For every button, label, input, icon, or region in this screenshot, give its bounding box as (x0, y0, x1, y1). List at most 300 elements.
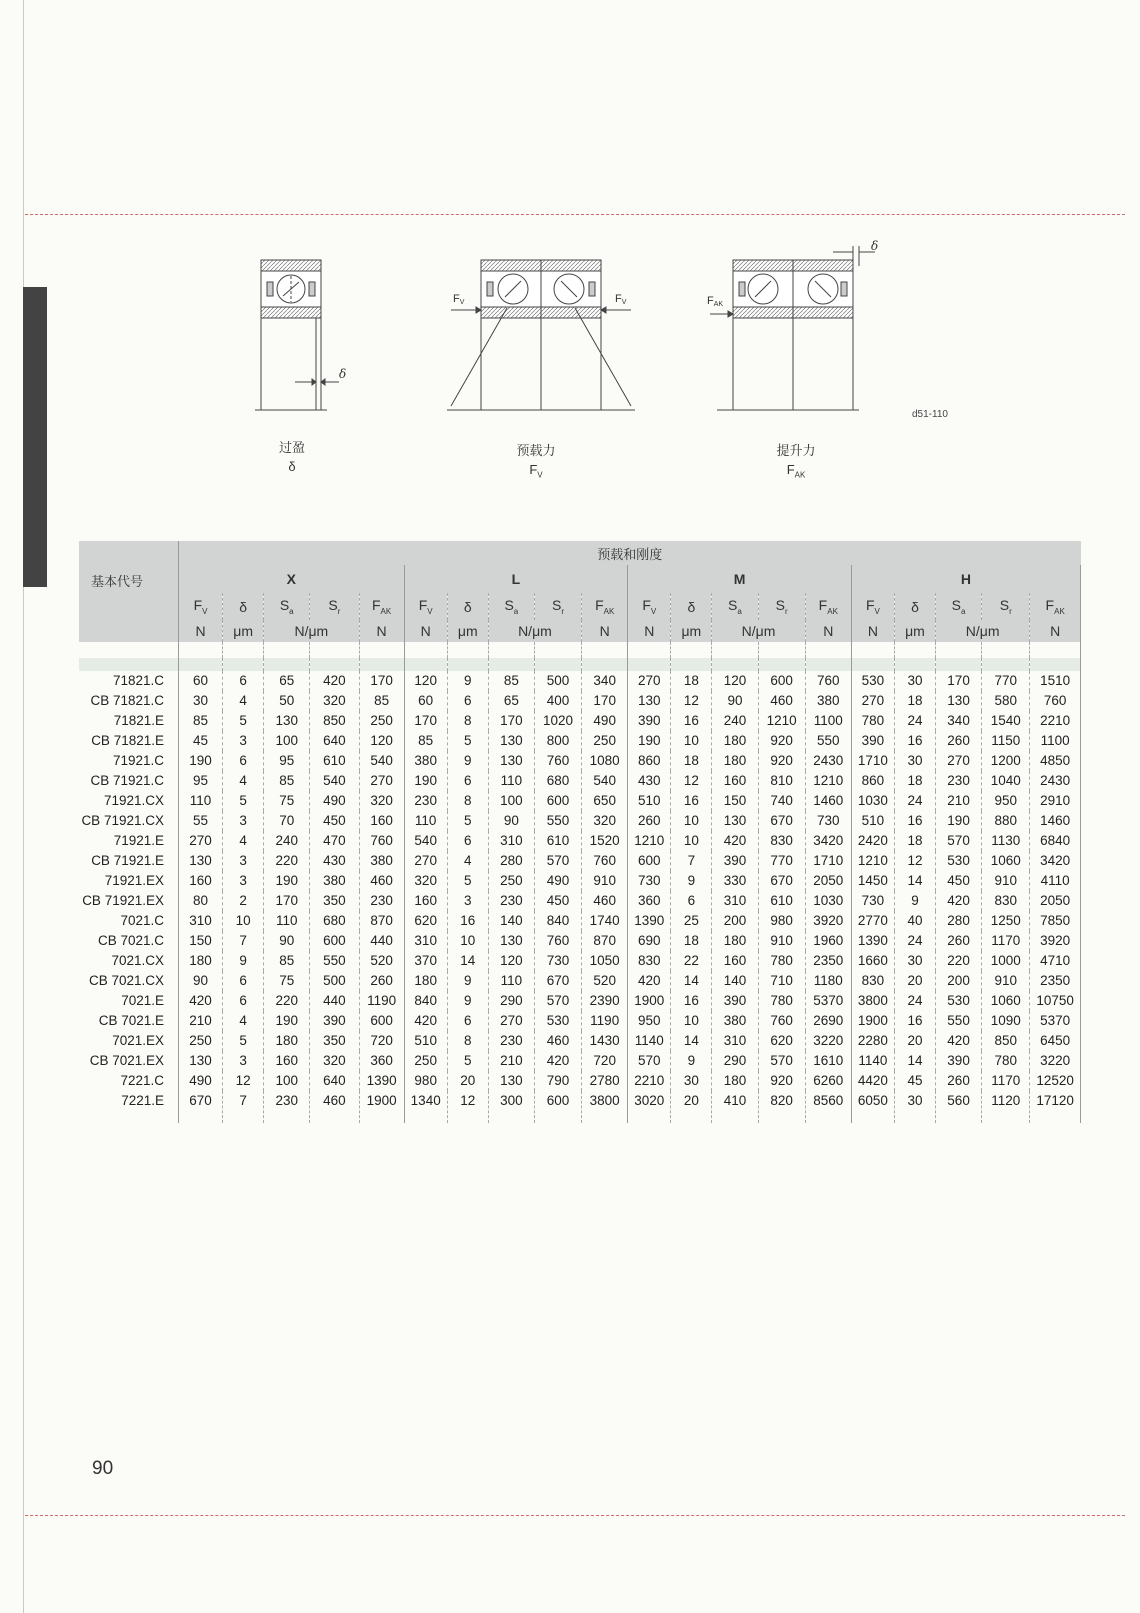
value-cell: 680 (310, 911, 359, 931)
bearing-code-cell: 7221.C (79, 1071, 179, 1091)
value-cell: 1710 (851, 751, 894, 771)
value-cell: 780 (851, 711, 894, 731)
value-cell: 4420 (851, 1071, 894, 1091)
value-cell: 520 (582, 971, 628, 991)
table-row (79, 731, 1081, 751)
unit-label: N (851, 620, 894, 642)
value-cell: 3020 (628, 1091, 671, 1123)
value-cell: 760 (758, 1011, 805, 1031)
value-cell: 670 (758, 871, 805, 891)
value-cell: 3220 (1030, 1051, 1081, 1071)
figure-code: d51-110 (912, 409, 948, 420)
value-cell: 10 (671, 811, 712, 831)
value-cell: 1120 (982, 1091, 1030, 1123)
value-cell: 3920 (1030, 931, 1081, 951)
value-cell: 380 (805, 691, 851, 711)
value-cell: 1210 (851, 851, 894, 871)
page-number: 90 (92, 1458, 114, 1479)
value-cell: 4850 (1030, 751, 1081, 771)
value-cell: 16 (671, 711, 712, 731)
value-cell: 16 (894, 811, 935, 831)
bearing-preload-diagram (255, 238, 975, 488)
value-cell: 230 (359, 891, 404, 911)
value-cell: 1100 (805, 711, 851, 731)
value-cell: 160 (712, 771, 758, 791)
value-cell: 420 (935, 1031, 981, 1051)
value-cell: 160 (404, 891, 447, 911)
value-cell: 120 (488, 951, 534, 971)
value-cell: 1190 (582, 1011, 628, 1031)
value-cell: 570 (758, 1051, 805, 1071)
column-symbol: $F_V$ (179, 593, 223, 620)
value-cell: 170 (404, 711, 447, 731)
value-cell: 9 (447, 991, 488, 1011)
value-cell: 950 (982, 791, 1030, 811)
table-row (79, 751, 1081, 771)
group-header: L (404, 565, 628, 593)
value-cell: 440 (359, 931, 404, 951)
value-cell: 4 (223, 771, 264, 791)
value-cell: 350 (310, 891, 359, 911)
unit-label: N/μm (712, 620, 805, 642)
value-cell: 85 (404, 731, 447, 751)
value-cell: 75 (264, 971, 310, 991)
value-cell: 760 (1030, 691, 1081, 711)
value-cell: 280 (488, 851, 534, 871)
value-cell: 18 (671, 751, 712, 771)
value-cell: 1250 (982, 911, 1030, 931)
value-cell: 3 (447, 891, 488, 911)
value-cell: 210 (488, 1051, 534, 1071)
value-cell: 7850 (1030, 911, 1081, 931)
value-cell: 850 (310, 711, 359, 731)
value-cell: 18 (894, 831, 935, 851)
value-cell: 320 (404, 871, 447, 891)
value-cell: 420 (534, 1051, 581, 1071)
table-row (79, 951, 1081, 971)
value-cell: 420 (712, 831, 758, 851)
value-cell: 3800 (582, 1091, 628, 1123)
value-cell: 6 (223, 751, 264, 771)
value-cell: 1900 (851, 1011, 894, 1031)
value-cell: 14 (671, 971, 712, 991)
value-cell: 380 (359, 851, 404, 871)
value-cell: 110 (488, 771, 534, 791)
value-cell: 75 (264, 791, 310, 811)
value-cell: 270 (628, 671, 671, 691)
value-cell: 8560 (805, 1091, 851, 1123)
value-cell: 20 (894, 1031, 935, 1051)
value-cell: 1080 (582, 751, 628, 771)
value-cell: 260 (628, 811, 671, 831)
value-cell: 100 (264, 731, 310, 751)
value-cell: 12 (894, 851, 935, 871)
value-cell: 8 (447, 711, 488, 731)
table-row (79, 1031, 1081, 1051)
value-cell: 230 (488, 891, 534, 911)
value-cell: 460 (534, 1031, 581, 1051)
fv-label-left: FV (453, 293, 465, 306)
table-row (79, 891, 1081, 911)
column-symbol: $S_r$ (310, 593, 359, 620)
value-cell: 840 (534, 911, 581, 931)
value-cell: 1100 (1030, 731, 1081, 751)
value-cell: 260 (359, 971, 404, 991)
value-cell: 270 (935, 751, 981, 771)
value-cell: 860 (851, 771, 894, 791)
value-cell: 9 (671, 871, 712, 891)
value-cell: 830 (982, 891, 1030, 911)
value-cell: 160 (712, 951, 758, 971)
value-cell: 3 (223, 811, 264, 831)
bearing-code-cell: 71921.EX (79, 871, 179, 891)
value-cell: 9 (894, 891, 935, 911)
value-cell: 550 (935, 1011, 981, 1031)
value-cell: 5 (223, 711, 264, 731)
table-row (79, 911, 1081, 931)
value-cell: 3 (223, 1051, 264, 1071)
value-cell: 950 (628, 1011, 671, 1031)
value-cell: 600 (310, 931, 359, 951)
value-cell: 160 (179, 871, 223, 891)
value-cell: 170 (582, 691, 628, 711)
column-symbol: $F_V$ (851, 593, 894, 620)
value-cell: 730 (851, 891, 894, 911)
value-cell: 9 (447, 671, 488, 691)
value-cell: 4 (223, 1011, 264, 1031)
value-cell: 510 (404, 1031, 447, 1051)
value-cell: 420 (935, 891, 981, 911)
value-cell: 100 (488, 791, 534, 811)
value-cell: 760 (359, 831, 404, 851)
value-cell: 190 (179, 751, 223, 771)
value-cell: 1610 (805, 1051, 851, 1071)
lifting-force-bearing-pair-drawing (710, 246, 875, 410)
value-cell: 2350 (1030, 971, 1081, 991)
value-cell: 3 (223, 731, 264, 751)
value-cell: 4 (223, 691, 264, 711)
column-symbol: $S_a$ (935, 593, 981, 620)
value-cell: 980 (404, 1071, 447, 1091)
value-cell: 260 (935, 1071, 981, 1091)
value-cell: 45 (179, 731, 223, 751)
value-cell: 4710 (1030, 951, 1081, 971)
value-cell: 1510 (1030, 671, 1081, 691)
value-cell: 25 (671, 911, 712, 931)
unit-label: N/μm (264, 620, 359, 642)
value-cell: 370 (404, 951, 447, 971)
value-cell: 1180 (805, 971, 851, 991)
value-cell: 340 (582, 671, 628, 691)
value-cell: 140 (712, 971, 758, 991)
value-cell: 500 (534, 671, 581, 691)
value-cell: 180 (404, 971, 447, 991)
value-cell: 830 (758, 831, 805, 851)
value-cell: 250 (359, 711, 404, 731)
page-left-margin-line (23, 0, 24, 1613)
value-cell: 30 (894, 671, 935, 691)
value-cell: 6 (447, 1011, 488, 1031)
value-cell: 760 (582, 851, 628, 871)
value-cell: 10 (671, 731, 712, 751)
caption-interference: 过盈 δ (278, 440, 305, 474)
bearing-code-cell: CB 71921.EX (79, 891, 179, 911)
value-cell: 320 (582, 811, 628, 831)
value-cell: 210 (179, 1011, 223, 1031)
value-cell: 600 (534, 791, 581, 811)
unit-label: μm (447, 620, 488, 642)
value-cell: 60 (179, 671, 223, 691)
value-cell: 920 (758, 1071, 805, 1091)
value-cell: 910 (982, 971, 1030, 991)
value-cell: 2050 (1030, 891, 1081, 911)
value-cell: 4 (447, 851, 488, 871)
value-cell: 650 (582, 791, 628, 811)
value-cell: 280 (935, 911, 981, 931)
value-cell: 390 (712, 851, 758, 871)
delta-label-3: δ (871, 239, 879, 253)
unit-label: N (179, 620, 223, 642)
table-row (79, 971, 1081, 991)
value-cell: 580 (982, 691, 1030, 711)
value-cell: 180 (712, 931, 758, 951)
value-cell: 540 (404, 831, 447, 851)
value-cell: 3220 (805, 1031, 851, 1051)
value-cell: 110 (179, 791, 223, 811)
value-cell: 600 (534, 1091, 581, 1123)
value-cell: 250 (582, 731, 628, 751)
value-cell: 450 (935, 871, 981, 891)
value-cell: 310 (712, 1031, 758, 1051)
value-cell: 3420 (1030, 851, 1081, 871)
value-cell: 250 (488, 871, 534, 891)
value-cell: 910 (982, 871, 1030, 891)
value-cell: 1540 (982, 711, 1030, 731)
value-cell: 16 (894, 1011, 935, 1031)
value-cell: 210 (935, 791, 981, 811)
value-cell: 1740 (582, 911, 628, 931)
value-cell: 1210 (628, 831, 671, 851)
value-cell: 60 (404, 691, 447, 711)
value-cell: 230 (935, 771, 981, 791)
value-cell: 190 (264, 1011, 310, 1031)
bearing-code-cell: 7221.E (79, 1091, 179, 1123)
value-cell: 180 (264, 1031, 310, 1051)
value-cell: 130 (264, 711, 310, 731)
value-cell: 190 (264, 871, 310, 891)
value-cell: 2770 (851, 911, 894, 931)
bearing-code-cell: 7021.CX (79, 951, 179, 971)
value-cell: 12520 (1030, 1071, 1081, 1091)
bottom-dashed-divider (25, 1515, 1125, 1516)
value-cell: 920 (758, 751, 805, 771)
bearing-code-cell: CB 71921.CX (79, 811, 179, 831)
value-cell: 220 (264, 851, 310, 871)
bearing-code-cell: CB 71921.E (79, 851, 179, 871)
value-cell: 490 (582, 711, 628, 731)
value-cell: 110 (488, 971, 534, 991)
value-cell: 130 (488, 731, 534, 751)
value-cell: 5 (447, 871, 488, 891)
value-cell: 30 (671, 1071, 712, 1091)
value-cell: 1030 (851, 791, 894, 811)
value-cell: 14 (671, 1031, 712, 1051)
value-cell: 760 (805, 671, 851, 691)
value-cell: 730 (628, 871, 671, 891)
value-cell: 240 (264, 831, 310, 851)
value-cell: 910 (758, 931, 805, 951)
value-cell: 390 (935, 1051, 981, 1071)
value-cell: 390 (628, 711, 671, 731)
value-cell: 680 (534, 771, 581, 791)
value-cell: 300 (488, 1091, 534, 1123)
value-cell: 95 (179, 771, 223, 791)
value-cell: 460 (582, 891, 628, 911)
value-cell: 780 (758, 991, 805, 1011)
table-row (79, 771, 1081, 791)
value-cell: 1020 (534, 711, 581, 731)
value-cell: 130 (488, 931, 534, 951)
value-cell: 4110 (1030, 871, 1081, 891)
table-row (79, 791, 1081, 811)
value-cell: 16 (447, 911, 488, 931)
value-cell: 1190 (359, 991, 404, 1011)
fak-label: FAK (707, 295, 724, 308)
value-cell: 12 (671, 771, 712, 791)
value-cell: 330 (712, 871, 758, 891)
value-cell: 16 (671, 991, 712, 1011)
value-cell: 130 (179, 1051, 223, 1071)
value-cell: 2780 (582, 1071, 628, 1091)
value-cell: 22 (671, 951, 712, 971)
value-cell: 180 (712, 751, 758, 771)
value-cell: 550 (310, 951, 359, 971)
value-cell: 160 (264, 1051, 310, 1071)
value-cell: 90 (712, 691, 758, 711)
table-row (79, 691, 1081, 711)
group-header: H (851, 565, 1080, 593)
value-cell: 600 (628, 851, 671, 871)
value-cell: 390 (310, 1011, 359, 1031)
value-cell: 460 (359, 871, 404, 891)
value-cell: 760 (534, 751, 581, 771)
value-cell: 85 (488, 671, 534, 691)
value-cell: 360 (359, 1051, 404, 1071)
value-cell: 1710 (805, 851, 851, 871)
value-cell: 1060 (982, 851, 1030, 871)
value-cell: 1140 (628, 1031, 671, 1051)
value-cell: 190 (404, 771, 447, 791)
value-cell: 870 (359, 911, 404, 931)
value-cell: 5370 (805, 991, 851, 1011)
value-cell: 550 (534, 811, 581, 831)
value-cell: 450 (534, 891, 581, 911)
column-symbol: δ (671, 593, 712, 620)
value-cell: 85 (359, 691, 404, 711)
value-cell: 170 (488, 711, 534, 731)
value-cell: 780 (758, 951, 805, 971)
value-cell: 310 (404, 931, 447, 951)
bearing-code-cell: 71921.C (79, 751, 179, 771)
value-cell: 410 (712, 1091, 758, 1123)
value-cell: 1900 (359, 1091, 404, 1123)
value-cell: 310 (488, 831, 534, 851)
value-cell: 260 (935, 931, 981, 951)
bearing-code-cell: CB 7021.CX (79, 971, 179, 991)
value-cell: 310 (712, 891, 758, 911)
bearing-code-cell: CB 7021.C (79, 931, 179, 951)
value-cell: 120 (712, 671, 758, 691)
value-cell: 1390 (851, 931, 894, 951)
value-cell: 20 (447, 1071, 488, 1091)
value-cell: 380 (404, 751, 447, 771)
value-cell: 510 (628, 791, 671, 811)
table-row (79, 991, 1081, 1011)
value-cell: 290 (488, 991, 534, 1011)
preload-stiffness-table (79, 541, 1081, 1123)
value-cell: 690 (628, 931, 671, 951)
unit-label: N/μm (488, 620, 581, 642)
value-cell: 6 (447, 691, 488, 711)
unit-label: N (628, 620, 671, 642)
value-cell: 1030 (805, 891, 851, 911)
value-cell: 1450 (851, 871, 894, 891)
value-cell: 16 (894, 731, 935, 751)
table-row (79, 711, 1081, 731)
fv-label-right: FV (615, 293, 627, 306)
value-cell: 780 (982, 1051, 1030, 1071)
value-cell: 10 (671, 831, 712, 851)
value-cell: 70 (264, 811, 310, 831)
value-cell: 570 (935, 831, 981, 851)
value-cell: 720 (582, 1051, 628, 1071)
value-cell: 230 (404, 791, 447, 811)
column-symbol: $F_V$ (628, 593, 671, 620)
value-cell: 380 (310, 871, 359, 891)
unit-label: μm (894, 620, 935, 642)
value-cell: 770 (758, 851, 805, 871)
chapter-tab-marker (23, 287, 47, 587)
value-cell: 17120 (1030, 1091, 1081, 1123)
value-cell: 600 (359, 1011, 404, 1031)
value-cell: 520 (359, 951, 404, 971)
column-symbol: $S_a$ (264, 593, 310, 620)
value-cell: 3800 (851, 991, 894, 1011)
table-row (79, 1051, 1081, 1071)
value-cell: 1150 (982, 731, 1030, 751)
value-cell: 490 (534, 871, 581, 891)
value-cell: 1900 (628, 991, 671, 1011)
value-cell: 4 (223, 831, 264, 851)
value-cell: 6 (223, 991, 264, 1011)
value-cell: 1170 (982, 1071, 1030, 1091)
value-cell: 1660 (851, 951, 894, 971)
value-cell: 810 (758, 771, 805, 791)
caption-preload-force: 预载力 $F_V$ (516, 443, 556, 480)
value-cell: 800 (534, 731, 581, 751)
value-cell: 1960 (805, 931, 851, 951)
value-cell: 270 (179, 831, 223, 851)
value-cell: 65 (488, 691, 534, 711)
value-cell: 3920 (805, 911, 851, 931)
value-cell: 24 (894, 991, 935, 1011)
value-cell: 140 (488, 911, 534, 931)
value-cell: 610 (310, 751, 359, 771)
column-symbol: $S_a$ (712, 593, 758, 620)
value-cell: 1520 (582, 831, 628, 851)
value-cell: 460 (758, 691, 805, 711)
value-cell: 320 (310, 691, 359, 711)
